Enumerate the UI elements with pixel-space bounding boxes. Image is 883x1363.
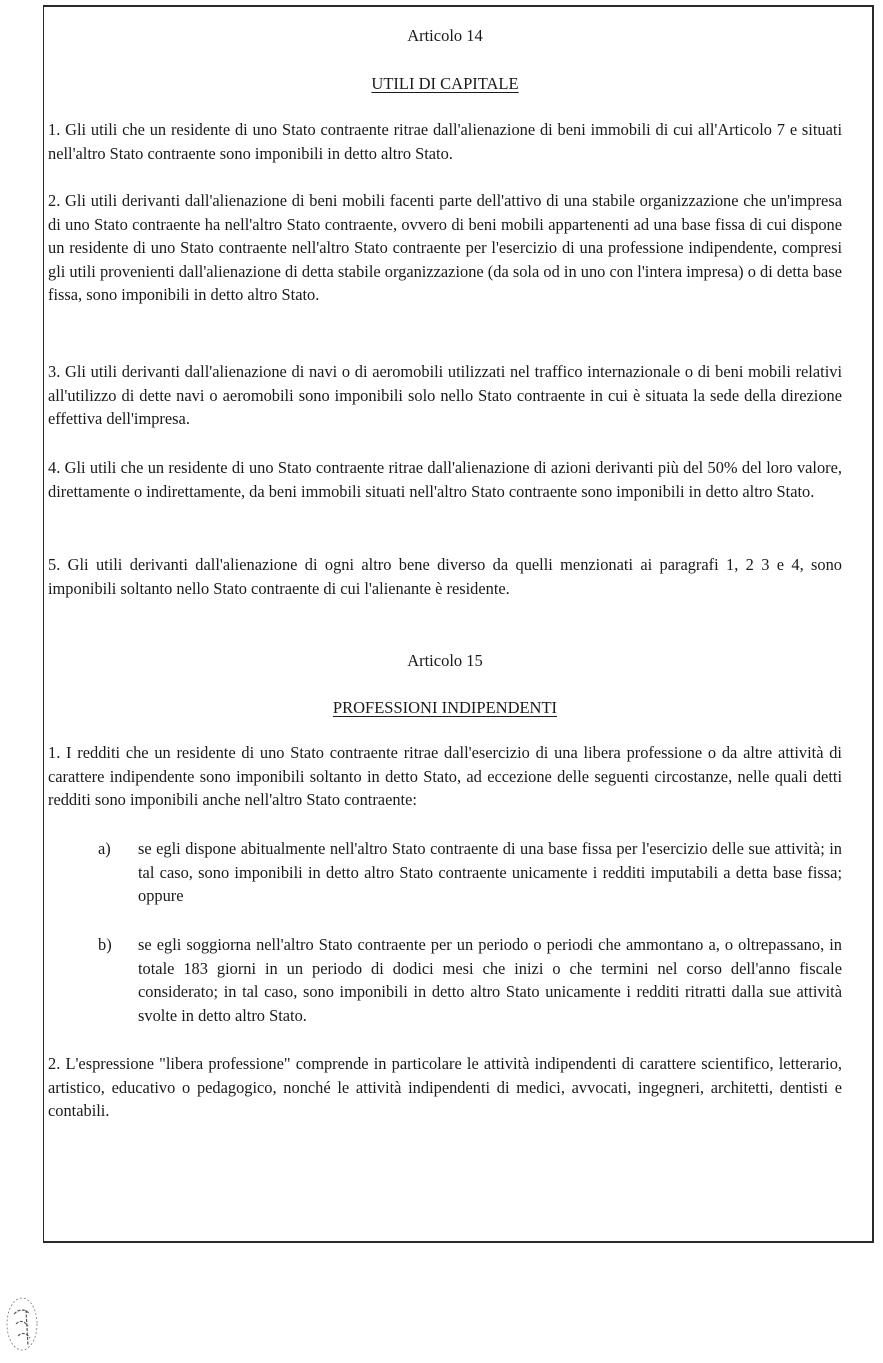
article-14-title-wrap <box>48 74 842 94</box>
article-15-paragraph-2: 2. L'espressione "libera professione" comprende in particolare le attività indipendenti di carattere scientifico, letterario, artistico, educativo o pedagogico, nonché le attività indipendenti di medici, avvocati, ingegneri, architetti, dentisti e contabili. <box>48 1054 842 1120</box>
item-a-label: a) <box>98 839 111 858</box>
item-b-label: b) <box>98 935 112 954</box>
article-15-number: Articolo 15 <box>407 651 483 670</box>
official-seal-icon <box>4 1296 40 1356</box>
article-14-paragraph-1: 1. Gli utili che un residente di uno Stato contraente ritrae dall'alienazione di beni immobili di cui all'Articolo 7 e situati nell'altro Stato contraente sono imponibili in detto altro Stato. <box>48 120 842 163</box>
article-14-paragraph-5: 5. Gli utili derivanti dall'alienazione di ogni altro bene diverso da quelli menzionati ai paragrafi 1, 2 3 e 4, sono imponibili soltanto nello Stato contraente di cui l'alienante è residente. <box>48 555 842 598</box>
article-14-paragraph-4: 4. Gli utili che un residente di uno Stato contraente ritrae dall'alienazione di azioni derivanti più del 50% del loro valore, direttamente o indirettamente, da beni immobili situati nell'altro Stato contraente sono imponibili in detto altro Stato. <box>48 458 842 501</box>
article-14-number: Articolo 14 <box>407 26 483 45</box>
article-14-title: UTILI DI CAPITALE <box>371 74 519 93</box>
item-a-text: se egli dispone abitualmente nell'altro Stato contraente di una base fissa per l'esercizio delle sue attività; in tal caso, sono imponibili in detto altro Stato contraente unicamente i redditi imputabili a detta base fissa; oppure <box>138 839 842 905</box>
article-15-title-wrap <box>48 698 842 718</box>
article-15-paragraph-1: 1. I redditi che un residente di uno Stato contraente ritrae dall'esercizio di una libera professione o da altre attività di carattere indipendente sono imponibili soltanto in detto Stato, ad eccezione delle seguenti circostanze, nelle quali detti redditi sono imponibili anche nell'altro Stato contraente: <box>48 743 842 809</box>
article-15-title: PROFESSIONI INDIPENDENTI <box>332 698 558 717</box>
item-b-text: se egli soggiorna nell'altro Stato contraente per un periodo o periodi che ammontano a, o oltrepassano, in totale 183 giorni in un periodo di dodici mesi che inizi o che termini nel corso dell'anno fiscale considerato; in tal caso, sono imponibili in detto altro Stato unicamente i redditi ritratti dalla sue attività svolte in detto altro Stato. <box>138 935 842 1025</box>
article-14-paragraph-2: 2. Gli utili derivanti dall'alienazione di beni mobili facenti parte dell'attivo di una stabile organizzazione che un'impresa di uno Stato contraente ha nell'altro Stato contraente, ovvero di beni mobili appartenenti ad una base fissa di cui dispone un residente di uno Stato contraente nell'altro Stato contraente per l'esercizio di una professione indipendente, compresi gli utili provenienti dall'alienazione di detta stabile organizzazione (da sola od in uno con l'intera impresa) o di detta base fissa, sono imponibili in detto altro Stato. <box>48 191 842 304</box>
article-14-paragraph-3: 3. Gli utili derivanti dall'alienazione di navi o di aeromobili utilizzati nel traffico internazionale o di beni mobili relativi all'utilizzo di dette navi o aeromobili sono imponibili solo nello Stato contraente in cui è situata la sede della direzione effettiva dell'impresa. <box>48 362 842 428</box>
